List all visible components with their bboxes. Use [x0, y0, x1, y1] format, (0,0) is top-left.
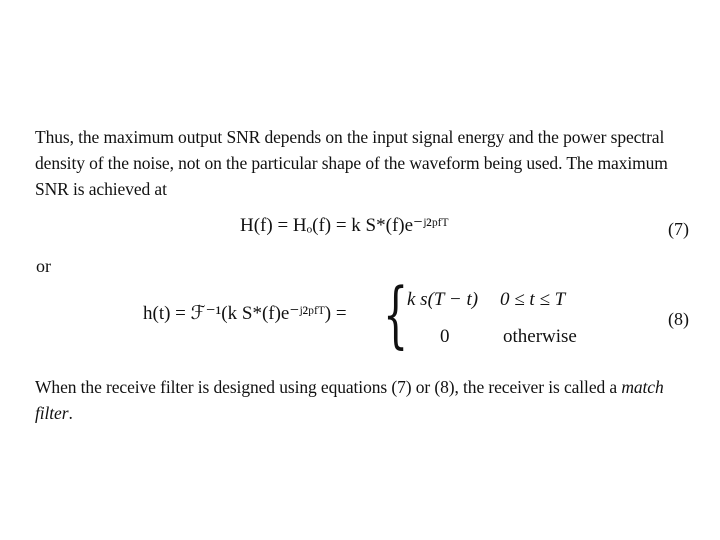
equation-8-case2-condition: otherwise [503, 326, 577, 347]
equation-8-case1-condition: 0 ≤ t ≤ T [500, 289, 566, 310]
equation-7-expression: H(f) = Hₒ(f) = k S*(f)e⁻ʲ²ᵖᶠᵀ [240, 215, 449, 236]
conclusion-period: . [68, 403, 73, 423]
equation-7-label: (7) [668, 219, 689, 239]
equation-8-lhs-expression: h(t) = ℱ⁻¹(k S*(f)e⁻ʲ²ᵖᶠᵀ) = [143, 303, 347, 324]
equation-8-lhs [143, 302, 347, 325]
match-filter-term: match filter [35, 377, 664, 423]
equation-8-label: (8) [668, 309, 689, 329]
left-brace-symbol: { [383, 272, 409, 356]
equation-7 [240, 214, 448, 237]
equation-8-case1-expression: k s(T − t) [407, 289, 479, 310]
connector-word: or [36, 256, 51, 276]
conclusion-paragraph [35, 374, 685, 426]
equation-8-case2-expression: 0 [440, 326, 450, 347]
conclusion-text: When the receive filter is designed using equations (7) or (8), the receiver is called a [35, 377, 622, 397]
intro-paragraph [35, 124, 685, 202]
intro-paragraph-text: Thus, the maximum output SNR depends on the input signal energy and the power spectral density of the noise, not on the particular shape of the waveform being used. The maximum SNR is achieved at [35, 127, 668, 199]
